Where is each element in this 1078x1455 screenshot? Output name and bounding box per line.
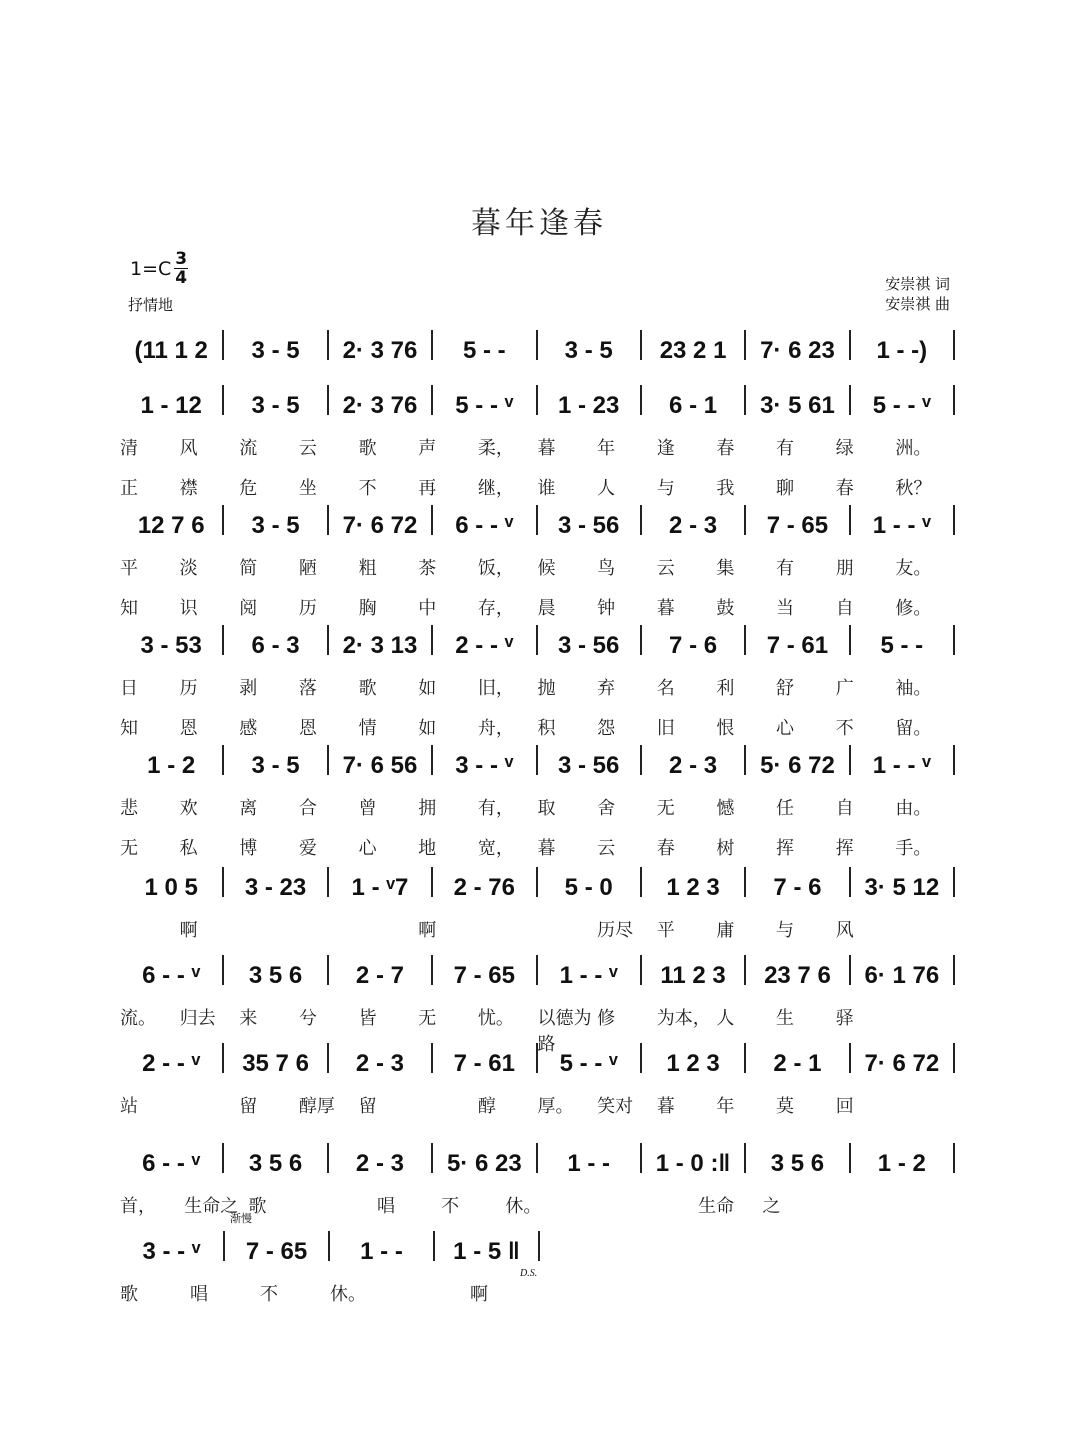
lyric-syllable: 休。 xyxy=(505,1196,542,1217)
lyric-syllable: 我 xyxy=(716,478,735,499)
measure: 2 - 1 xyxy=(773,1050,822,1077)
lyric-syllable xyxy=(400,1280,470,1306)
lyric-syllable: 任 xyxy=(776,798,795,819)
lyric-syllable: 手。 xyxy=(895,838,932,859)
measure: 3 - 56 xyxy=(558,512,620,539)
lyric-syllable: 歌 xyxy=(358,438,377,459)
lyric-syllable: 存， xyxy=(477,598,514,619)
lyric-syllable: 风 xyxy=(179,438,198,459)
lyric-line xyxy=(120,674,955,700)
measure: 3· 5 61 xyxy=(760,392,835,419)
score-system xyxy=(120,740,955,860)
lyric-syllable: 怨 xyxy=(597,718,616,739)
measure: 5 - - xyxy=(462,337,506,364)
note-row xyxy=(120,950,955,990)
lyric-syllable: 皆 xyxy=(358,1008,377,1029)
lyric-line xyxy=(120,594,955,620)
lyric-syllable: 以德为路 xyxy=(537,1008,592,1055)
lyric-syllable xyxy=(418,1092,478,1118)
lyric-syllable: 庸 xyxy=(716,920,735,941)
lyric-syllable: 秋？ xyxy=(895,478,932,499)
lyric-syllable: 不 xyxy=(358,478,377,499)
lyric-syllable: 平 xyxy=(656,920,675,941)
lyric-syllable: 心 xyxy=(776,718,795,739)
lyric-syllable: 歌 xyxy=(120,1284,138,1305)
lyric-syllable: 谁 xyxy=(537,478,556,499)
lyric-syllable: 生 xyxy=(776,1008,795,1029)
lyric-syllable xyxy=(895,916,955,942)
lyric-syllable: 弃 xyxy=(597,678,616,699)
lyric-syllable: 兮 xyxy=(298,1008,317,1029)
lyric-syllable: 恨 xyxy=(716,718,735,739)
lyric-line xyxy=(120,474,955,500)
lyric-syllable: 啊 xyxy=(179,920,198,941)
lyric-syllable: 休。 xyxy=(330,1284,366,1305)
lyric-syllable: 回 xyxy=(835,1096,854,1117)
lyric-syllable: 朋 xyxy=(835,558,854,579)
lyric-syllable: 历尽 xyxy=(597,920,634,941)
measure: 3 - 56 xyxy=(558,752,620,779)
measure: 1 - -) xyxy=(876,337,928,364)
score-system xyxy=(120,380,955,500)
measure: 2 - - ᵛ xyxy=(142,1050,201,1077)
lyric-syllable: 候 xyxy=(537,558,556,579)
lyric-syllable: 修 xyxy=(597,1008,616,1029)
lyric-syllable: 挥 xyxy=(835,838,854,859)
measure: 6· 1 76 xyxy=(864,962,940,989)
lyric-line xyxy=(120,434,955,460)
measure: 5 - 0 xyxy=(564,874,613,901)
lyric-syllable: 暮 xyxy=(537,838,556,859)
measure: 1 - 23 xyxy=(558,392,620,419)
measure: 1 - 0 :‖ xyxy=(655,1150,731,1177)
lyric-syllable: 广 xyxy=(835,678,854,699)
tempo-mark: 渐慢 xyxy=(230,1213,252,1225)
measure: 2 - 76 xyxy=(453,874,515,901)
lyric-syllable xyxy=(120,916,180,942)
lyric-syllable: 历 xyxy=(298,598,317,619)
measure: 1 - - ᵛ xyxy=(872,752,931,779)
lyric-syllable: 为本， xyxy=(656,1008,711,1029)
lyric-syllable: 生命之 xyxy=(184,1196,239,1217)
lyric-line xyxy=(120,916,955,942)
lyric-syllable: 继， xyxy=(477,478,514,499)
measure: 2 - 3 xyxy=(669,752,718,779)
measure: 3 - 53 xyxy=(140,632,202,659)
lyric-syllable: 留 xyxy=(358,1096,377,1117)
note-row xyxy=(120,500,955,540)
lyric-line xyxy=(120,794,955,820)
lyric-syllable: 胸 xyxy=(358,598,377,619)
barline xyxy=(953,1143,955,1173)
lyric-syllable: 来 xyxy=(239,1008,258,1029)
lyric-syllable: 修。 xyxy=(895,598,932,619)
lyric-syllable: 归去 xyxy=(179,1008,216,1029)
lyric-syllable: 袖。 xyxy=(895,678,932,699)
measure: 6 - - ᵛ xyxy=(142,1150,201,1177)
lyric-syllable: 年 xyxy=(597,438,616,459)
measure: 5 - - ᵛ xyxy=(455,392,514,419)
lyric-line xyxy=(120,834,955,860)
score-system xyxy=(120,325,955,365)
lyric-syllable: 与 xyxy=(776,920,795,941)
lyric-syllable: 无 xyxy=(656,798,675,819)
lyric-syllable: 有， xyxy=(477,798,514,819)
measure: 6 - 3 xyxy=(251,632,300,659)
measure: 2 - 3 xyxy=(355,1150,404,1177)
lyric-syllable: 悲 xyxy=(120,798,138,819)
lyric-syllable: 首， xyxy=(120,1196,156,1217)
lyric-syllable: 暮 xyxy=(656,1096,675,1117)
note-row xyxy=(120,1138,955,1178)
measure: 3 - - ᵛ xyxy=(142,1238,201,1265)
note-row xyxy=(120,620,955,660)
measure: 35 7 6 xyxy=(242,1050,309,1077)
measure: 3 - 5 xyxy=(251,752,300,779)
lyric-syllable: 私 xyxy=(179,838,198,859)
measure: 3· 5 12 xyxy=(864,874,940,901)
lyric-syllable xyxy=(895,1092,955,1118)
lyric-syllable: 名 xyxy=(656,678,675,699)
lyric-syllable: 无 xyxy=(418,1008,437,1029)
lyric-syllable: 地 xyxy=(418,838,437,859)
lyric-syllable: 不 xyxy=(441,1196,460,1217)
time-signature: $\frac{3}{4}$ xyxy=(175,249,188,288)
barline xyxy=(953,330,955,360)
lyric-syllable xyxy=(827,1192,891,1218)
measure: 3 5 6 xyxy=(248,1150,303,1177)
lyric-syllable xyxy=(180,1092,240,1118)
lyric-syllable: 之 xyxy=(762,1196,781,1217)
measure: 2· 3 76 xyxy=(342,337,418,364)
lyric-syllable: 歌 xyxy=(248,1196,267,1217)
lyric-syllable: 感 xyxy=(239,718,258,739)
lyric-syllable: 合 xyxy=(298,798,317,819)
lyric-syllable xyxy=(634,1192,698,1218)
lyric-syllable: 利 xyxy=(716,678,735,699)
measure: 5· 6 72 xyxy=(760,752,835,779)
lyric-syllable: 不 xyxy=(835,718,854,739)
lyric-syllable: 云 xyxy=(298,438,317,459)
lyric-syllable xyxy=(570,1192,634,1218)
lyric-syllable: 驿 xyxy=(835,1008,854,1029)
barline xyxy=(953,1043,955,1073)
lyric-syllable xyxy=(359,916,419,942)
lyric-syllable xyxy=(478,916,538,942)
lyric-syllable: 有 xyxy=(776,438,795,459)
note-row xyxy=(120,325,955,365)
lyric-syllable: 啊 xyxy=(470,1284,488,1305)
barline xyxy=(953,625,955,655)
measure: 23 7 6 xyxy=(764,962,831,989)
barline xyxy=(953,867,955,897)
lyric-syllable xyxy=(239,916,299,942)
lyric-syllable: 云 xyxy=(656,558,675,579)
lyric-syllable: 博 xyxy=(239,838,258,859)
lyric-syllable: 欢 xyxy=(179,798,198,819)
lyric-syllable: 襟 xyxy=(179,478,198,499)
lyric-syllable: 心 xyxy=(358,838,377,859)
measure: 1 - ᵛ7 xyxy=(351,874,409,901)
lyric-syllable: 集 xyxy=(716,558,735,579)
lyric-syllable: 宽， xyxy=(477,838,514,859)
measure: 7 - 6 xyxy=(773,874,822,901)
measure: 2 - 3 xyxy=(669,512,718,539)
lyric-syllable: 知 xyxy=(120,718,138,739)
lyric-syllable: 坐 xyxy=(298,478,317,499)
lyric-syllable: 挥 xyxy=(776,838,795,859)
note-row xyxy=(120,1226,540,1266)
lyric-syllable: 再 xyxy=(418,478,437,499)
lyric-syllable: 忧。 xyxy=(477,1008,514,1029)
lyric-syllable: 鸟 xyxy=(597,558,616,579)
measure: 7 - 61 xyxy=(453,1050,515,1077)
lyric-syllable: 历 xyxy=(179,678,198,699)
lyric-syllable: 无 xyxy=(120,838,138,859)
key-label: 1=C xyxy=(130,257,172,280)
measure: 23 2 1 xyxy=(659,337,727,364)
lyric-syllable: 站 xyxy=(120,1096,138,1117)
measure: 5 - - ᵛ xyxy=(872,392,931,419)
lyric-syllable: 留。 xyxy=(895,718,932,739)
key-signature xyxy=(130,250,188,287)
lyric-syllable: 恩 xyxy=(179,718,198,739)
lyric-line xyxy=(120,714,955,740)
lyric-syllable: 唱 xyxy=(190,1284,208,1305)
lyric-syllable: 醇 xyxy=(477,1096,496,1117)
measure: 2 - 3 xyxy=(355,1050,404,1077)
measure: 5 - - xyxy=(880,632,924,659)
measure: 1 - - xyxy=(360,1238,403,1265)
measure: 7 - 65 xyxy=(766,512,829,539)
lyric-syllable: 聊 xyxy=(776,478,795,499)
measure: 3 - 5 xyxy=(564,337,613,364)
lyric-syllable: 春 xyxy=(656,838,675,859)
lyric-syllable: 钟 xyxy=(597,598,616,619)
lyric-syllable xyxy=(313,1192,377,1218)
lyric-syllable: 剥 xyxy=(239,678,258,699)
measure: 2· 3 76 xyxy=(342,392,418,419)
lyric-syllable: 有 xyxy=(776,558,795,579)
measure: 3 - 56 xyxy=(558,632,620,659)
measure: 7· 6 72 xyxy=(864,1050,940,1077)
composer: 安崇祺 曲 xyxy=(885,295,950,313)
score-system xyxy=(120,1213,540,1306)
barline xyxy=(953,385,955,415)
measure: 7· 6 72 xyxy=(342,512,418,539)
lyric-syllable: 莫 xyxy=(776,1096,795,1117)
measure: 12 7 6 xyxy=(137,512,205,539)
measure: 2 - 7 xyxy=(355,962,404,989)
lyric-syllable: 啊 xyxy=(418,920,437,941)
lyric-line xyxy=(120,1280,540,1306)
barline xyxy=(538,1231,540,1261)
lyric-syllable: 友。 xyxy=(895,558,932,579)
measure: 7 - 65 xyxy=(245,1238,308,1265)
lyric-syllable: 当 xyxy=(776,598,795,619)
lyric-syllable: 清 xyxy=(120,438,138,459)
measure: 3 5 6 xyxy=(248,962,303,989)
lyric-syllable: 风 xyxy=(835,920,854,941)
measure: 3 - 5 xyxy=(251,512,300,539)
lyric-syllable: 中 xyxy=(418,598,437,619)
measure: 7· 6 56 xyxy=(342,752,418,779)
measure: 1 - - xyxy=(567,1150,611,1177)
lyric-syllable: 取 xyxy=(537,798,556,819)
lyric-syllable: 流 xyxy=(239,438,258,459)
barline xyxy=(953,745,955,775)
lyric-syllable: 舒 xyxy=(776,678,795,699)
measure: 1 0 5 xyxy=(144,874,198,901)
lyric-syllable: 留 xyxy=(239,1096,258,1117)
lyric-syllable: 离 xyxy=(239,798,258,819)
measure: 1 - 5 ‖ xyxy=(453,1238,520,1265)
measure: 7· 6 23 xyxy=(760,337,835,364)
lyric-syllable: 知 xyxy=(120,598,138,619)
lyric-syllable: 抛 xyxy=(537,678,556,699)
lyric-syllable: 舟， xyxy=(477,718,514,739)
lyric-syllable: 粗 xyxy=(358,558,377,579)
lyric-syllable: 暮 xyxy=(656,598,675,619)
measure: 3 - 23 xyxy=(244,874,307,901)
lyric-syllable: 自 xyxy=(835,798,854,819)
credits xyxy=(885,274,950,314)
lyric-syllable: 憾 xyxy=(716,798,735,819)
note-row xyxy=(120,740,955,780)
measure: 3 - 5 xyxy=(251,392,300,419)
measure: 5· 6 23 xyxy=(446,1150,522,1177)
lyric-syllable: 淡 xyxy=(179,558,198,579)
lyric-syllable: 云 xyxy=(597,838,616,859)
lyric-syllable: 绿 xyxy=(835,438,854,459)
lyric-syllable: 醇厚 xyxy=(298,1096,335,1117)
lyric-syllable: 曾 xyxy=(358,798,377,819)
lyric-syllable: 拥 xyxy=(418,798,437,819)
lyric-syllable: 由。 xyxy=(895,798,932,819)
measure: 3 5 6 xyxy=(770,1150,825,1177)
measure: 3 - 5 xyxy=(251,337,300,364)
measure: 6 - 1 xyxy=(669,392,718,419)
lyric-syllable: 人 xyxy=(597,478,616,499)
measure: 6 - - ᵛ xyxy=(142,962,201,989)
lyric-syllable: 与 xyxy=(656,478,675,499)
measure: 5 - - ᵛ xyxy=(559,1050,618,1077)
score-system xyxy=(120,500,955,620)
lyric-syllable: 简 xyxy=(239,558,258,579)
lyric-syllable: 不 xyxy=(260,1284,278,1305)
barline xyxy=(953,505,955,535)
score-system xyxy=(120,620,955,740)
lyric-syllable: 旧， xyxy=(477,678,514,699)
lyric-syllable: 自 xyxy=(835,598,854,619)
lyric-syllable: 如 xyxy=(418,718,437,739)
lyric-syllable: 茶 xyxy=(418,558,437,579)
measure: (11 1 2 xyxy=(134,337,208,364)
measure: 6 - - ᵛ xyxy=(455,512,514,539)
lyric-syllable: 唱 xyxy=(376,1196,395,1217)
measure: 1 - - ᵛ xyxy=(559,962,618,989)
score-system xyxy=(120,862,955,942)
lyric-syllable: 声 xyxy=(418,438,437,459)
lyric-syllable: 阅 xyxy=(239,598,258,619)
lyric-syllable: 人 xyxy=(716,1008,735,1029)
note-row xyxy=(120,1038,955,1078)
lyric-syllable: 识 xyxy=(179,598,198,619)
lyric-line xyxy=(120,1092,955,1118)
measure: 2· 3 13 xyxy=(342,632,418,659)
lyric-syllable: 暮 xyxy=(537,438,556,459)
measure: 1 - - ᵛ xyxy=(872,512,931,539)
lyric-syllable: 鼓 xyxy=(716,598,735,619)
measure: 1 - 2 xyxy=(877,1150,926,1177)
lyric-syllable: 厚。 xyxy=(537,1096,574,1117)
measure: 3 - - ᵛ xyxy=(455,752,514,779)
lyric-line xyxy=(120,554,955,580)
measure: 11 2 3 xyxy=(660,962,726,989)
lyric-syllable xyxy=(299,916,359,942)
lyric-syllable: 流。 xyxy=(120,1008,156,1029)
measure: 1 2 3 xyxy=(666,874,720,901)
lyric-syllable: 歌 xyxy=(358,678,377,699)
lyric-syllable: 柔， xyxy=(477,438,514,459)
lyric-syllable: 生命 xyxy=(698,1196,735,1217)
lyric-syllable: 树 xyxy=(716,838,735,859)
lyric-syllable xyxy=(891,1192,955,1218)
lyric-syllable: 陋 xyxy=(298,558,317,579)
lyric-syllable: 落 xyxy=(298,678,317,699)
measure: 7 - 6 xyxy=(669,632,718,659)
barline xyxy=(953,955,955,985)
score-title: 暮年逢春 xyxy=(471,206,607,241)
lyric-syllable: 日 xyxy=(120,678,138,699)
lyric-syllable: 洲。 xyxy=(895,438,932,459)
lyric-syllable: 正 xyxy=(120,478,138,499)
lyric-syllable: 笑对 xyxy=(597,1096,634,1117)
lyric-syllable: 情 xyxy=(358,718,377,739)
lyric-syllable: 春 xyxy=(716,438,735,459)
measure: 1 - 2 xyxy=(147,752,196,779)
ds-mark: D.S. xyxy=(520,1268,538,1279)
lyric-syllable: 舍 xyxy=(597,798,616,819)
lyric-syllable xyxy=(537,916,597,942)
lyric-syllable: 恩 xyxy=(298,718,317,739)
measure: 7 - 65 xyxy=(453,962,515,989)
note-row xyxy=(120,862,955,902)
expression-mark: 抒情地 xyxy=(128,296,174,314)
measure: 7 - 61 xyxy=(766,632,829,659)
lyric-syllable: 逢 xyxy=(656,438,675,459)
measure: 2 - - ᵛ xyxy=(455,632,514,659)
lyricist: 安崇祺 词 xyxy=(885,275,950,293)
lyric-syllable: 平 xyxy=(120,558,138,579)
lyric-syllable: 爱 xyxy=(298,838,317,859)
lyric-syllable: 春 xyxy=(835,478,854,499)
score-system xyxy=(120,1038,955,1118)
lyric-syllable: 年 xyxy=(716,1096,735,1117)
lyric-syllable: 晨 xyxy=(537,598,556,619)
score-system xyxy=(120,1138,955,1218)
lyric-syllable: 旧 xyxy=(656,718,675,739)
lyric-syllable: 危 xyxy=(239,478,258,499)
lyric-syllable: 如 xyxy=(418,678,437,699)
measure: 1 - 12 xyxy=(140,392,202,419)
note-row xyxy=(120,380,955,420)
measure: 1 2 3 xyxy=(666,1050,720,1077)
lyric-syllable: 饭， xyxy=(477,558,514,579)
lyric-syllable: 积 xyxy=(537,718,556,739)
